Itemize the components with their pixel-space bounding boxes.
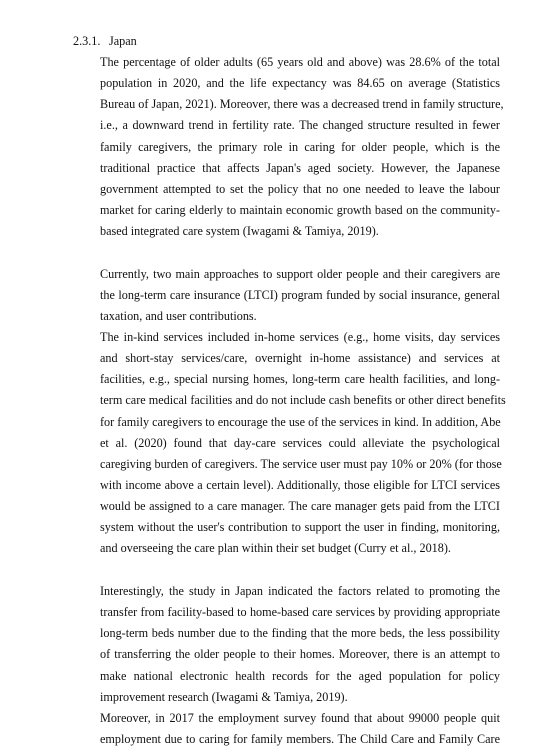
text-line: and short-stay services/care, overnight in-home assistance) and services at bbox=[100, 351, 500, 366]
text-line: facilities, e.g., special nursing homes, long-term care health facilities, and long- bbox=[100, 372, 500, 387]
text-line: transfer from facility-based to home-based care services by providing appropriate bbox=[100, 605, 500, 620]
text-line: make national electronic health records for the aged population for policy bbox=[100, 668, 500, 683]
text-line: based integrated care system (Iwagami & Tamiya, 2019). bbox=[100, 224, 379, 239]
text-line: long-term beds number due to the finding that the more beds, the less possibility bbox=[100, 626, 500, 641]
text-line: employment due to caring for family members. The Child Care and Family Care bbox=[100, 732, 500, 747]
text-line: The percentage of older adults (65 years old and above) was 28.6% of the total bbox=[100, 55, 500, 69]
text-line: Interestingly, the study in Japan indicated the factors related to promoting the bbox=[100, 584, 500, 598]
text-line: term care medical facilities and do not include cash benefits or other direct benefits bbox=[100, 393, 506, 408]
text-line: et al. (2020) found that day-care services could alleviate the psychological bbox=[100, 435, 500, 450]
text-line: of transferring the older people to their homes. Moreover, there is an attempt to bbox=[100, 647, 500, 662]
text-line: Bureau of Japan, 2021). Moreover, there was a decreased trend in family structure, bbox=[100, 97, 504, 112]
text-line: improvement research (Iwagami & Tamiya, 2019). bbox=[100, 689, 348, 704]
text-line: Currently, two main approaches to support older people and their caregivers are bbox=[100, 267, 500, 281]
text-line: traditional practice that affects Japan's aged society. However, the Japanese bbox=[100, 160, 500, 175]
text-line: with income above a certain level). Additionally, those eligible for LTCI services bbox=[100, 477, 500, 492]
text-line: The in-kind services included in-home services (e.g., home visits, day services bbox=[100, 330, 500, 344]
text-line: family caregivers, the primary role in caring for older people, which is the bbox=[100, 139, 500, 154]
paragraph-facility-transfer bbox=[100, 581, 500, 708]
paragraph-demographics bbox=[100, 52, 504, 242]
text-line: would be assigned to a care manager. The care manager gets paid from the LTCI bbox=[100, 499, 500, 514]
text-line: the long-term care insurance (LTCI) program funded by social insurance, general bbox=[100, 288, 500, 303]
section-heading bbox=[73, 33, 137, 49]
text-line: i.e., a downward trend in fertility rate. The changed structure resulted in fewer bbox=[100, 118, 500, 133]
text-line: taxation, and user contributions. bbox=[100, 309, 257, 324]
text-line: Moreover, in 2017 the employment survey found that about 99000 people quit bbox=[100, 711, 500, 725]
text-line: for family caregivers to encourage the use of the services in kind. In addition, Abe bbox=[100, 414, 501, 429]
section-title: Japan bbox=[109, 34, 137, 48]
text-line: caregiving burden of caregivers. The service user must pay 10% or 20% (for those bbox=[100, 456, 502, 471]
paragraph-employment-survey bbox=[100, 708, 500, 750]
paragraph-in-kind-services bbox=[100, 327, 506, 560]
text-line: system without the user's contribution to support the user in finding, monitoring, bbox=[100, 520, 500, 535]
section-number: 2.3.1. bbox=[73, 34, 101, 48]
text-line: population in 2020, and the life expectancy was 84.65 on average (Statistics bbox=[100, 76, 500, 91]
text-line: and overseeing the care plan within their set budget (Curry et al., 2018). bbox=[100, 541, 451, 556]
text-line: government attempted to set the policy that no one needed to leave the labour bbox=[100, 181, 500, 196]
text-line: market for caring elderly to maintain economic growth based on the community- bbox=[100, 202, 500, 217]
paragraph-approaches bbox=[100, 264, 500, 327]
